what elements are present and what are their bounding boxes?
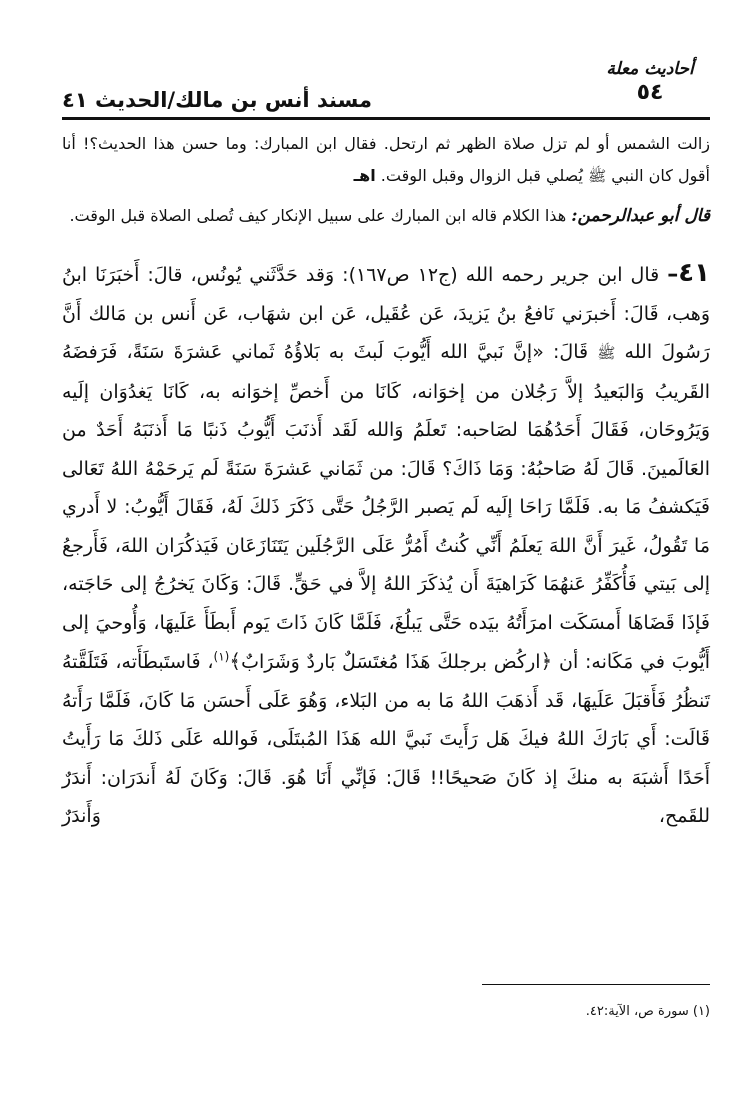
previous-paragraph-1 bbox=[62, 128, 710, 192]
footnote-marker: (١) bbox=[692, 1004, 710, 1019]
header-right-block bbox=[590, 58, 710, 106]
previous-paragraph-2 bbox=[62, 200, 710, 232]
footnote-reference[interactable]: (١) bbox=[213, 649, 230, 664]
header-rule bbox=[62, 117, 710, 120]
pbuh-symbol: ﷺ bbox=[597, 344, 616, 362]
quran-close-bracket: ﴾ bbox=[229, 649, 242, 673]
previous-paragraph-1-text: زالت الشمس أو لم تزل صلاة الظهر ثم ارتحل. فقال ابن المبارك: وما حسن هذا الحديث؟! أنا أقول كان النبي bbox=[62, 134, 710, 185]
author-label: قال أبو عبدالرحمن: bbox=[571, 206, 710, 226]
quran-open-bracket: ﴿ bbox=[540, 649, 553, 673]
footnote-rule bbox=[482, 984, 710, 985]
previous-paragraph-1-end: يُصلي قبل الزوال وقبل الوقت. bbox=[380, 166, 583, 185]
book-page bbox=[62, 58, 710, 1068]
running-title: مسند أنس بن مالك/الحديث ٤١ bbox=[62, 88, 372, 112]
pbuh-symbol: ﷺ bbox=[588, 167, 607, 185]
footnote bbox=[62, 1002, 710, 1022]
hadith-part-2: قَالَ: «إنَّ نَبيَّ الله أَيُّوبَ لَبثَ به بَلاؤُهُ ثَماني عَشرَةَ سَنَةً، فَرَفضَهُ القَريبُ وَالبَعيدُ إلاَّ رَجُلان من إخوَانه، كَانَا من أَخصِّ إخوَانه به، كَانَا يَغدُوَان إلَيه وَيَرُوحَان، فَقَالَ أَحَدُهُمَا لصَاحبه: تَعلَمُ وَالله لَقَد أَذنَبَ أَيُّوبُ ذَنبًا مَا أَذنَبَهُ أَحَدٌ من العَالَمينَ. قَالَ لَهُ صَاحبُهُ: وَمَا ذَاكَ؟ قَالَ: من ثَمَاني عَشرَةَ سَنَةً لَم يَرحَمْهُ اللهُ تَعَالى فَيَكشفُ مَا به. فَلَمَّا رَاحَا إلَيه لَم يَصبر الرَّجُلُ حَتَّى ذَكَرَ ذَلكَ لَهُ، فَقَالَ أَيُّوبُ: لا أَدري مَا تَقُولُ، غَيرَ أَنَّ اللهَ يَعلَمُ أَنِّي كُنتُ أَمُرُّ عَلَى الرَّجُلَين يَتَنَازَعَان فَيَذكُرَان اللهَ، فَأَرجعُ إلى بَيتي فَأُكَفِّرُ عَنهُمَا كَرَاهيَةَ أَن يُذكَرَ اللهُ إلاَّ في حَقٍّ. قَالَ: وَكَانَ يَخرُجُ إلى حَاجَته، فَإذَا قَضَاهَا أَمسَكَت امرَأَتُهُ بيَده حَتَّى يَبلُغَ، فَلَمَّا كَانَ ذَاتَ يَوم أَبطَأَ عَلَيهَا، وَأُوحيَ إلى أَيُّوبَ في مَكَانه: أن bbox=[62, 341, 710, 673]
hadith-dash: – bbox=[667, 262, 679, 287]
previous-paragraph-2-text: هذا الكلام قاله ابن المبارك على سبيل الإنكار كيف تُصلى الصلاة قبل الوقت. bbox=[69, 206, 567, 225]
hadith-part-3: ، فَاستَبطَأَته، فَتَلَقَّتهُ تَنظُرُ فَأَقبَلَ عَلَيهَا، قَد أَذهَبَ اللهُ مَا به من البَلاء، وَهُوَ عَلَى أَحسَن مَا كَانَ، فَلَمَّا رَأَتهُ قَالَت: أَي بَارَكَ اللهُ فيكَ هَل رَأَيتَ نَبيَّ الله هَذَا المُبتَلَى، فَوالله عَلَى ذَلكَ مَا رَأَيتُ أَحَدًا أَشبَهَ به منكَ إذ كَانَ صَحيحًا!! قَالَ: فَإنِّي أَنَا هُوَ. قَالَ: وَكَانَ لَهُ أَندَرَان: أَندَرٌ للقَمح، وَأَندَرٌ bbox=[62, 651, 710, 827]
series-label: أحاديث معلة bbox=[606, 59, 694, 79]
footnote-text: سورة ص، الآية:٤٢. bbox=[585, 1004, 689, 1019]
previous-section bbox=[62, 128, 710, 232]
end-mark: اهـ bbox=[353, 166, 376, 185]
hadith-text bbox=[62, 254, 710, 836]
hadith-41 bbox=[62, 254, 710, 836]
hadith-part-1: قال ابن جرير رحمه الله (ج١٢ ص١٦٧): وَقد حَدَّثَني يُونُس، قالَ: أَخبَرَنَا ابنُ وَهب، قَالَ: أَخبرَني نَافعُ بنُ يَزيدَ، عَن عُقَيل، عَن ابن شهَاب، عَن أَنس بن مَالك أَنَّ رَسُولَ الله bbox=[62, 264, 710, 363]
page-header bbox=[62, 58, 710, 120]
quran-verse: اركُض برجلكَ هَذَا مُغتَسَلٌ بَاردٌ وَشَرَابٌ bbox=[241, 651, 541, 673]
page-number: ٥٤ bbox=[636, 80, 664, 105]
hadith-number: ٤١ bbox=[678, 258, 711, 288]
